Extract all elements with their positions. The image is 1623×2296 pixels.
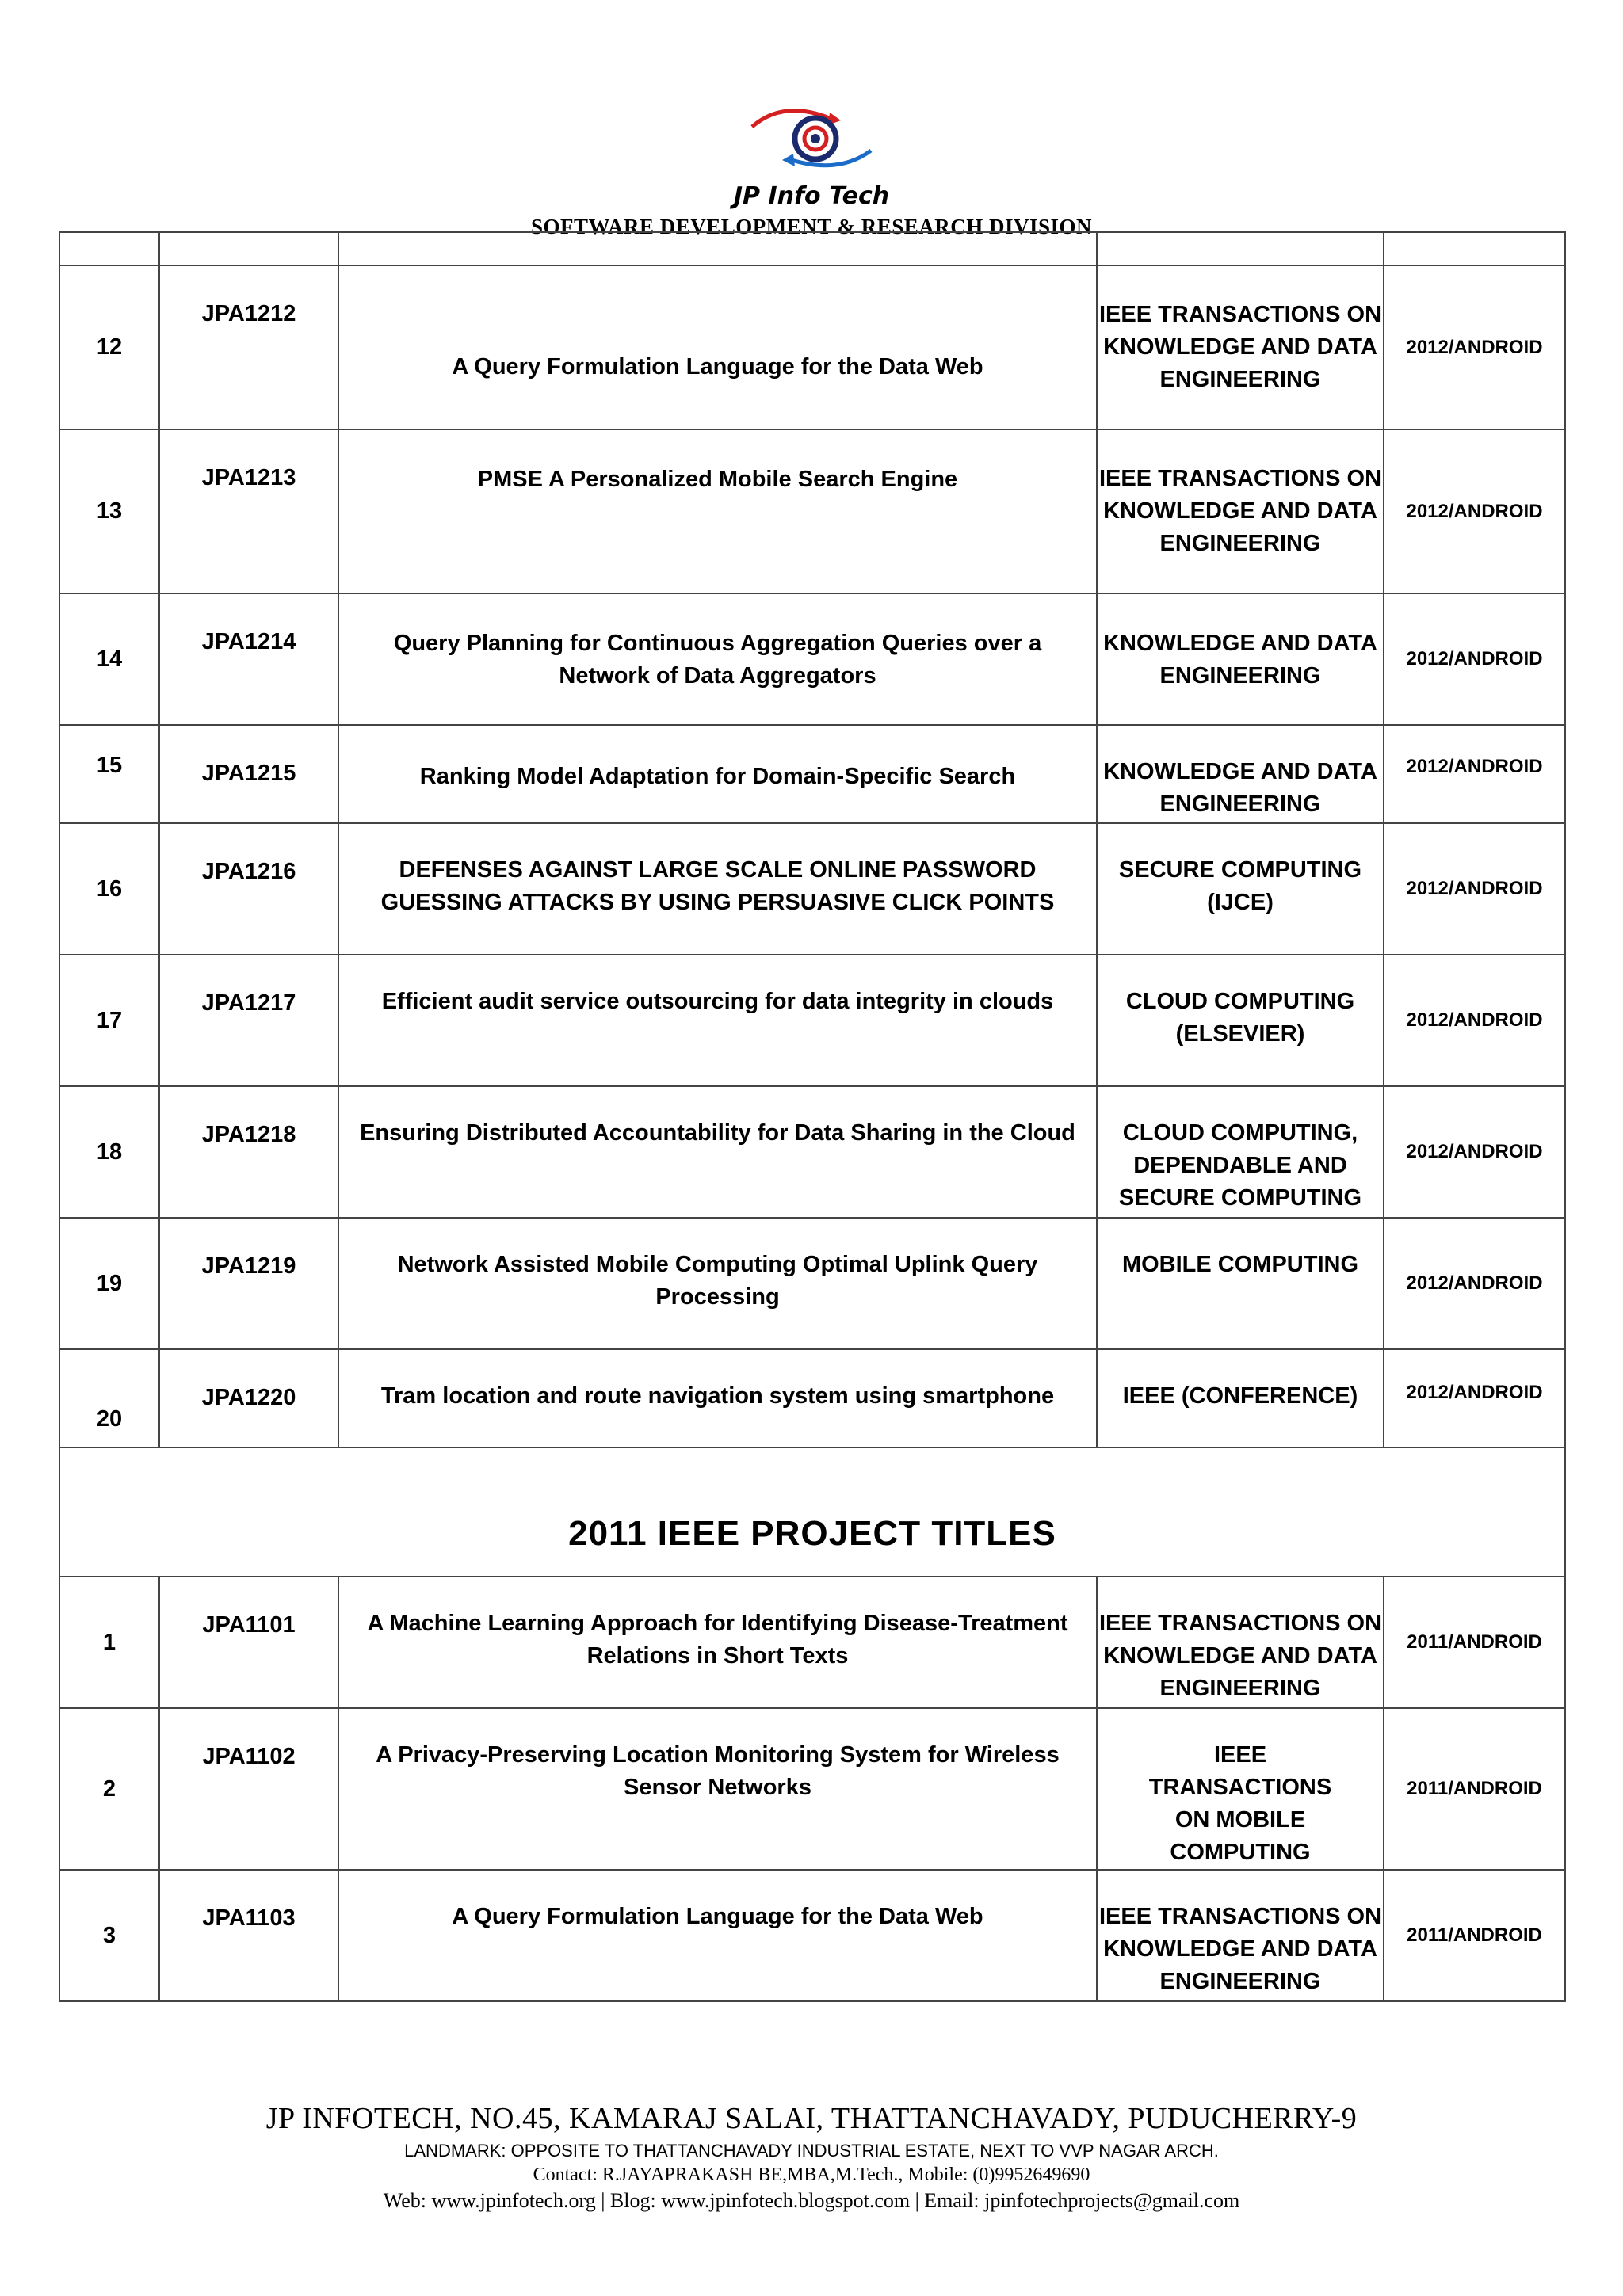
table-row [59, 725, 1565, 823]
table-blank-row [59, 232, 1565, 265]
project-title: Query Planning for Continuous Aggregation Queries over a Network of Data Aggregators [338, 593, 1097, 725]
project-year: 2012/ANDROID [1384, 429, 1565, 593]
row-number: 15 [59, 725, 159, 823]
project-domain: IEEE TRANSACTIONS ON KNOWLEDGE AND DATA ENGINEERING [1097, 1870, 1384, 2001]
project-domain: SECURE COMPUTING (IJCE) [1097, 823, 1384, 955]
row-number: 2 [59, 1708, 159, 1870]
project-year: 2012/ANDROID [1384, 593, 1565, 725]
row-number: 16 [59, 823, 159, 955]
row-number: 13 [59, 429, 159, 593]
row-number: 14 [59, 593, 159, 725]
page-header [0, 95, 1623, 239]
project-code: JPA1220 [159, 1349, 338, 1447]
project-domain: MOBILE COMPUTING [1097, 1218, 1384, 1349]
section-heading-row [59, 1447, 1565, 1577]
project-year: 2012/ANDROID [1384, 725, 1565, 823]
project-title: A Query Formulation Language for the Data Web [338, 265, 1097, 429]
project-code: JPA1101 [159, 1577, 338, 1708]
project-year: 2011/ANDROID [1384, 1577, 1565, 1708]
row-number: 1 [59, 1577, 159, 1708]
footer-contact: Contact: R.JAYAPRAKASH BE,MBA,M.Tech., Mobile: (0)9952649690 [533, 2164, 1090, 2185]
table-row [59, 1577, 1565, 1708]
project-title: A Privacy-Preserving Location Monitoring System for Wireless Sensor Networks [338, 1708, 1097, 1870]
row-number: 19 [59, 1218, 159, 1349]
project-code: JPA1218 [159, 1086, 338, 1218]
table-row [59, 823, 1565, 955]
project-title: DEFENSES AGAINST LARGE SCALE ONLINE PASSWORD GUESSING ATTACKS BY USING PERSUASIVE CLICK POINTS [338, 823, 1097, 955]
project-domain: CLOUD COMPUTING (ELSEVIER) [1097, 955, 1384, 1086]
project-title: Tram location and route navigation system using smartphone [338, 1349, 1097, 1447]
project-code: JPA1216 [159, 823, 338, 955]
project-title: A Query Formulation Language for the Data Web [338, 1870, 1097, 2001]
project-domain: CLOUD COMPUTING, DEPENDABLE AND SECURE COMPUTING [1097, 1086, 1384, 1218]
project-code: JPA1213 [159, 429, 338, 593]
project-title: Ensuring Distributed Accountability for Data Sharing in the Cloud [338, 1086, 1097, 1218]
project-code: JPA1103 [159, 1870, 338, 2001]
table-row [59, 955, 1565, 1086]
project-title: PMSE A Personalized Mobile Search Engine [338, 429, 1097, 593]
project-domain: IEEE TRANSACTIONS ON KNOWLEDGE AND DATA ENGINEERING [1097, 429, 1384, 593]
project-year: 2012/ANDROID [1384, 1086, 1565, 1218]
project-title: A Machine Learning Approach for Identifying Disease-Treatment Relations in Short Texts [338, 1577, 1097, 1708]
project-domain: IEEE TRANSACTIONS ON MOBILE COMPUTING [1097, 1708, 1384, 1870]
row-number: 18 [59, 1086, 159, 1218]
project-code: JPA1219 [159, 1218, 338, 1349]
jp-infotech-logo [736, 95, 887, 190]
project-year: 2011/ANDROID [1384, 1870, 1565, 2001]
table-row [59, 265, 1565, 429]
division-title: SOFTWARE DEVELOPMENT & RESEARCH DIVISION [530, 215, 1093, 238]
footer-web: Web: www.jpinfotech.org | Blog: www.jpinfotech.blogspot.com | Email: jpinfotechprojects@gmail.com [383, 2189, 1240, 2212]
table-row [59, 1870, 1565, 2001]
row-number: 17 [59, 955, 159, 1086]
project-title: Efficient audit service outsourcing for data integrity in clouds [338, 955, 1097, 1086]
project-code: JPA1212 [159, 265, 338, 429]
project-code: JPA1102 [159, 1708, 338, 1870]
project-code: JPA1215 [159, 725, 338, 823]
project-domain: IEEE (CONFERENCE) [1097, 1349, 1384, 1447]
footer-address: JP INFOTECH, NO.45, KAMARAJ SALAI, THATTANCHAVADY, PUDUCHERRY-9 [265, 2102, 1358, 2135]
project-code: JPA1217 [159, 955, 338, 1086]
project-year: 2012/ANDROID [1384, 265, 1565, 429]
project-domain: KNOWLEDGE AND DATA ENGINEERING [1097, 725, 1384, 823]
logo-wordmark: JP Info Tech [733, 182, 890, 210]
project-title: Ranking Model Adaptation for Domain-Specific Search [338, 725, 1097, 823]
footer-landmark: LANDMARK: OPPOSITE TO THATTANCHAVADY INDUSTRIAL ESTATE, NEXT TO VVP NAGAR ARCH. [404, 2141, 1219, 2161]
project-year: 2012/ANDROID [1384, 1349, 1565, 1447]
section-heading-2011: 2011 IEEE PROJECT TITLES [59, 1447, 1565, 1577]
table-row [59, 1218, 1565, 1349]
table-row [59, 1708, 1565, 1870]
row-number: 3 [59, 1870, 159, 2001]
row-number: 12 [59, 265, 159, 429]
project-year: 2012/ANDROID [1384, 1218, 1565, 1349]
project-year: 2012/ANDROID [1384, 955, 1565, 1086]
project-year: 2012/ANDROID [1384, 823, 1565, 955]
project-domain: IEEE TRANSACTIONS ON KNOWLEDGE AND DATA ENGINEERING [1097, 265, 1384, 429]
project-titles-table [59, 231, 1566, 2002]
table-row [59, 429, 1565, 593]
table-row [59, 1349, 1565, 1447]
page-footer [0, 2101, 1623, 2213]
project-domain: IEEE TRANSACTIONS ON KNOWLEDGE AND DATA ENGINEERING [1097, 1577, 1384, 1708]
project-year: 2011/ANDROID [1384, 1708, 1565, 1870]
project-domain: KNOWLEDGE AND DATA ENGINEERING [1097, 593, 1384, 725]
project-code: JPA1214 [159, 593, 338, 725]
project-title: Network Assisted Mobile Computing Optimal Uplink Query Processing [338, 1218, 1097, 1349]
row-number: 20 [59, 1349, 159, 1447]
table-row [59, 1086, 1565, 1218]
table-row [59, 593, 1565, 725]
